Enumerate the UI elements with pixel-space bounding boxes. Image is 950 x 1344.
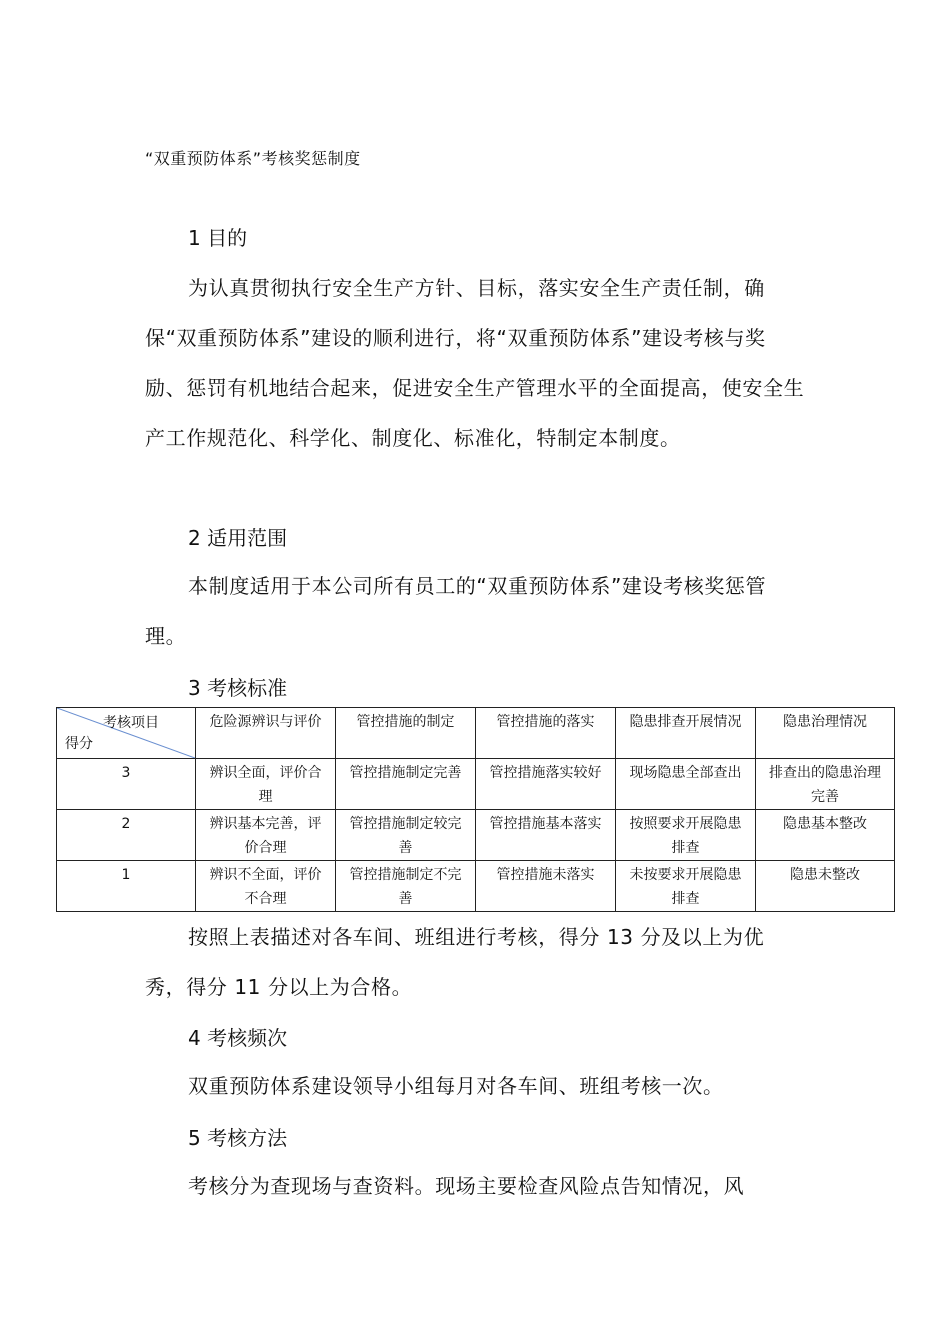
- table-cell: 现场隐患全部查出: [616, 759, 756, 810]
- table-cell: 管控措施落实较好: [476, 759, 616, 810]
- section-text-method: 考核分为查现场与查资料。现场主要检查风险点告知情况，风: [188, 1174, 745, 1198]
- table-header-cell: 隐患治理情况: [756, 708, 895, 759]
- table-header-cell: 管控措施的制定: [336, 708, 476, 759]
- table-row: [57, 861, 895, 912]
- section-heading-method: 5 考核方法: [188, 1126, 288, 1150]
- table-cell: 按照要求开展隐患排查: [616, 810, 756, 861]
- section-heading-frequency: 4 考核频次: [188, 1026, 288, 1050]
- section-heading-scope: 2 适用范围: [188, 526, 288, 550]
- table-header-cell: 管控措施的落实: [476, 708, 616, 759]
- section-text-scope: 本制度适用于本公司所有员工的“双重预防体系”建设考核奖惩管理。: [145, 574, 767, 648]
- corner-label-score: 得分: [65, 736, 93, 752]
- assessment-table: [56, 707, 895, 912]
- section-text-purpose: 为认真贯彻执行安全生产方针、目标，落实安全生产责任制，确保“双重预防体系”建设的顺利进行，将“双重预防体系”建设考核与奖励、惩罚有机地结合起来，促进安全生产管理水平的全面提高，使安全生产工作规范化、科学化、制度化、标准化，特制定本制度。: [145, 276, 805, 450]
- section-heading-standard: 3 考核标准: [188, 676, 288, 700]
- score-cell: 1: [57, 861, 196, 912]
- score-cell: 2: [57, 810, 196, 861]
- section-text-standard: 按照上表描述对各车间、班组进行考核，得分 13 分及以上为优秀，得分 11 分以上为合格。: [145, 925, 765, 999]
- table-cell: 隐患未整改: [756, 861, 895, 912]
- table-cell: 隐患基本整改: [756, 810, 895, 861]
- table-cell: 辨识全面，评价合理: [196, 759, 336, 810]
- table-cell: 辨识不全面，评价不合理: [196, 861, 336, 912]
- section-heading-purpose: 1 目的: [188, 226, 248, 250]
- table-header-cell: 危险源辨识与评价: [196, 708, 336, 759]
- table-cell: 管控措施制定较完善: [336, 810, 476, 861]
- table-corner-cell: [57, 708, 196, 759]
- section-text-frequency: 双重预防体系建设领导小组每月对各车间、班组考核一次。: [188, 1074, 724, 1098]
- table-cell: 未按要求开展隐患排查: [616, 861, 756, 912]
- table-cell: 管控措施未落实: [476, 861, 616, 912]
- table-header-row: [57, 708, 895, 759]
- table-cell: 辨识基本完善，评价合理: [196, 810, 336, 861]
- corner-label-item: 考核项目: [103, 715, 159, 731]
- table-header-cell: 隐患排查开展情况: [616, 708, 756, 759]
- table-cell: 管控措施制定不完善: [336, 861, 476, 912]
- table-cell: 管控措施制定完善: [336, 759, 476, 810]
- score-cell: 3: [57, 759, 196, 810]
- table-row: [57, 810, 895, 861]
- document-title: “双重预防体系”考核奖惩制度: [145, 149, 361, 168]
- table-cell: 排查出的隐患治理完善: [756, 759, 895, 810]
- table-cell: 管控措施基本落实: [476, 810, 616, 861]
- table-row: [57, 759, 895, 810]
